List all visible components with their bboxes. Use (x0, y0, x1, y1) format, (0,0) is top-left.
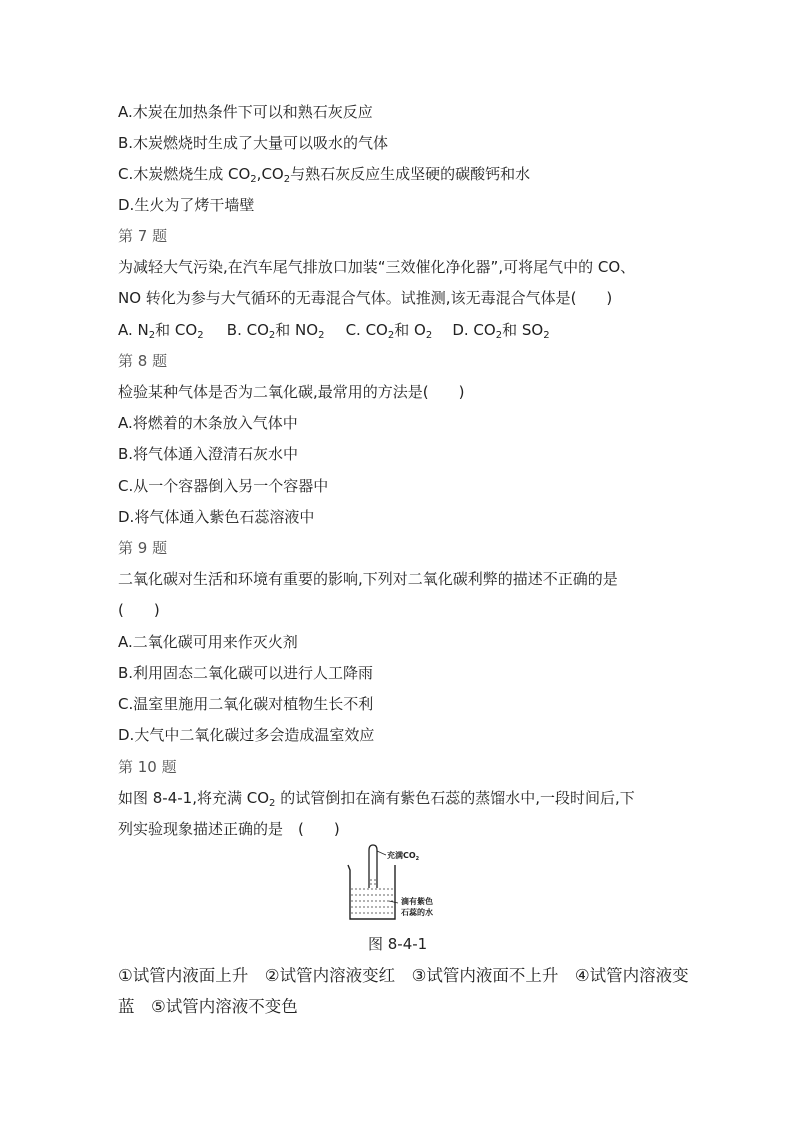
q6-option-a: A.木炭在加热条件下可以和熟石灰反应 (118, 103, 373, 121)
q8-header: 第 8 题 (118, 352, 168, 370)
q9-option-a: A.二氧化碳可用来作灭火剂 (118, 633, 298, 651)
q10-stem-line2: 列实验现象描述正确的是 ( ) (118, 820, 340, 838)
q8-option-d: D.将气体通入紫色石蕊溶液中 (118, 508, 315, 526)
q7-option-d: D. $CO_2$和 $SO_2$ (452, 321, 550, 341)
q10-items-line1: ①试管内液面上升 ②试管内溶液变红 ③试管内液面不上升 ④试管内溶液变 (118, 966, 689, 985)
beaker (348, 865, 395, 919)
figure-caption: 图 8-4-1 (368, 935, 428, 953)
q6-option-d: D.生火为了烤干墙壁 (118, 196, 255, 214)
q10-header: 第 10 题 (118, 758, 177, 776)
q8-option-a: A.将燃着的木条放入气体中 (118, 414, 298, 432)
q8-stem: 检验某种气体是否为二氧化碳,最常用的方法是( ) (118, 383, 465, 401)
q10-items-line2: 蓝 ⑤试管内溶液不变色 (118, 997, 298, 1016)
q7-option-b: B. $CO_2$和 $NO_2$ (226, 321, 325, 341)
q9-header: 第 9 题 (118, 539, 168, 557)
q7-header: 第 7 题 (118, 227, 168, 245)
q9-option-b: B.利用固态二氧化碳可以进行人工降雨 (118, 664, 374, 682)
q8-option-b: B.将气体通入澄清石灰水中 (118, 445, 299, 463)
q7-options (118, 320, 550, 340)
q7-stem-line2: NO 转化为参与大气循环的无毒混合气体。试推测,该无毒混合气体是( ) (118, 289, 613, 307)
q10-stem-line1: 如图 8-4-1,将充满 $CO_2$ 的试管倒扣在滴有紫色石蕊的蒸馏水中,一段时间后,下 (118, 789, 635, 809)
test-tube (369, 845, 377, 888)
q7-stem-line1: 为减轻大气污染,在汽车尾气排放口加装“三效催化净化器”,可将尾气中的 CO、 (118, 258, 636, 276)
q9-option-d: D.大气中二氧化碳过多会造成温室效应 (118, 726, 375, 744)
q7-option-a: A. $N_2$和 $CO_2$ (118, 321, 204, 341)
water-surface (351, 880, 394, 913)
q6-option-c: C.木炭燃烧生成 $CO_2,CO_2$与熟石灰反应生成坚硬的碳酸钙和水 (118, 165, 531, 185)
experiment-figure (345, 843, 455, 925)
q8-option-c: C.从一个容器倒入另一个容器中 (118, 477, 329, 495)
tube-label: 充满$CO_2$ (387, 851, 420, 862)
q9-answer-paren: ( ) (118, 601, 160, 619)
q9-stem: 二氧化碳对生活和环境有重要的影响,下列对二氧化碳利弊的描述不正确的是 (118, 570, 618, 588)
q7-option-c: C. $CO_2$和 $O_2$ (345, 321, 433, 341)
q6-option-b: B.木炭燃烧时生成了大量可以吸水的气体 (118, 134, 389, 152)
water-label-1: 滴有紫色 (401, 897, 433, 906)
q9-option-c: C.温室里施用二氧化碳对植物生长不利 (118, 695, 374, 713)
water-label-2: 石蕊的水 (401, 908, 433, 917)
